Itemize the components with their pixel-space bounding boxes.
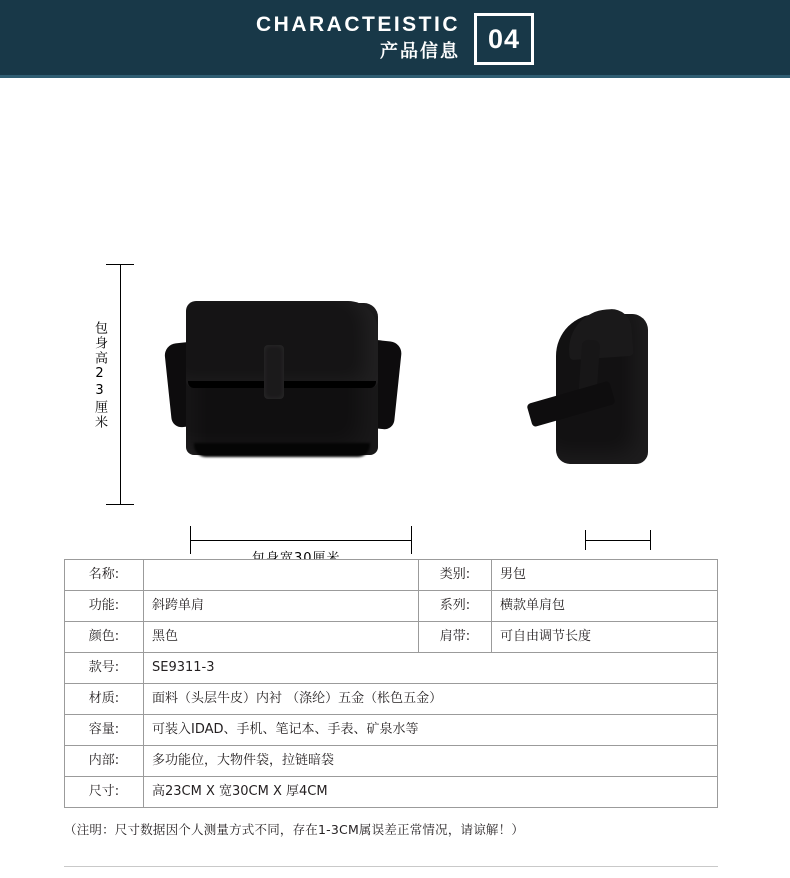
width-dimension-cap-left [190, 526, 191, 554]
page-bottom-rule [64, 866, 718, 867]
bag-front-view-image [168, 293, 398, 458]
spec-value-function: 斜跨单肩 [144, 591, 419, 622]
table-row [65, 777, 718, 808]
width-dimension-line [190, 540, 412, 541]
height-dimension-cap-bottom [106, 504, 134, 505]
banner-section-number: 04 [474, 13, 534, 65]
bag-bottom-shadow [194, 443, 370, 457]
bag-buckle [264, 345, 284, 399]
banner-content [0, 0, 790, 78]
bag-side-top-fold [566, 308, 633, 360]
height-dimension-cap-top [106, 264, 134, 265]
spec-value-name [144, 560, 419, 591]
table-row [65, 622, 718, 653]
depth-dimension-cap-right [650, 530, 651, 550]
banner-title-cn: 产品信息 [380, 41, 460, 62]
table-row [65, 746, 718, 777]
spec-label-strap: 肩带: [419, 622, 492, 653]
table-row [65, 715, 718, 746]
table-row [65, 684, 718, 715]
measurement-note: （注明：尺寸数据因个人测量方式不同，存在1-3CM属误差正常情况，请谅解！） [64, 822, 525, 837]
spec-label-model: 款号: [65, 653, 144, 684]
specification-table [64, 559, 718, 808]
depth-dimension-cap-left [585, 530, 586, 550]
spec-value-color: 黑色 [144, 622, 419, 653]
banner-title-group [256, 13, 460, 65]
spec-label-capacity: 容量: [65, 715, 144, 746]
spec-label-function: 功能: [65, 591, 144, 622]
table-row [65, 653, 718, 684]
spec-value-series: 横款单肩包 [492, 591, 718, 622]
spec-label-color: 颜色: [65, 622, 144, 653]
table-row [65, 591, 718, 622]
spec-label-series: 系列: [419, 591, 492, 622]
height-dimension-label: 包身高23厘米 [92, 321, 107, 430]
banner-title-en: CHARACTEISTIC [256, 13, 460, 36]
spec-value-category: 男包 [492, 560, 718, 591]
spec-value-interior: 多功能位，大物件袋，拉链暗袋 [144, 746, 718, 777]
spec-value-material: 面料（头层牛皮）内衬 （涤纶）五金（枨色五金） [144, 684, 718, 715]
table-row [65, 560, 718, 591]
spec-label-material: 材质: [65, 684, 144, 715]
product-photo-area [0, 78, 790, 533]
width-dimension-cap-right [411, 526, 412, 554]
spec-label-interior: 内部: [65, 746, 144, 777]
depth-dimension-line [585, 540, 651, 541]
page-header-banner [0, 0, 790, 78]
spec-label-category: 类别: [419, 560, 492, 591]
height-dimension-line [120, 264, 121, 504]
specification-table-wrapper [64, 559, 718, 838]
spec-label-size: 尺寸: [65, 777, 144, 808]
bag-side-view-image [528, 306, 652, 468]
spec-value-strap: 可自由调节长度 [492, 622, 718, 653]
spec-value-size: 高23CM X 宽30CM X 厚4CM [144, 777, 718, 808]
spec-value-model: SE9311-3 [144, 653, 718, 684]
spec-value-capacity: 可装入IDAD、手机、笔记本、手表、矿泉水等 [144, 715, 718, 746]
spec-label-name: 名称: [65, 560, 144, 591]
